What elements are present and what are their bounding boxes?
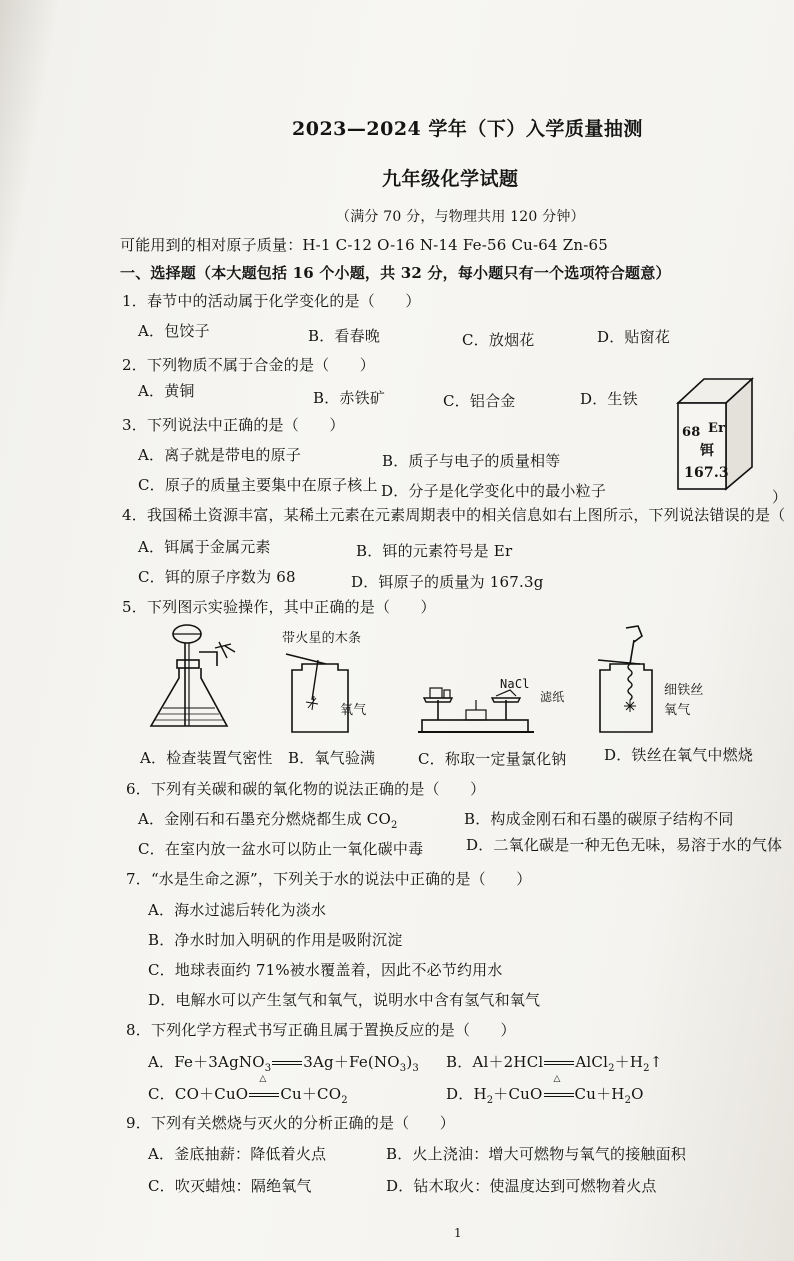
q4-stem-end: ） [772, 488, 788, 506]
q2-option-a: A．黄铜 [138, 382, 195, 400]
q8-stem: 8．下列化学方程式书写正确且属于置换反应的是（ ） [126, 1021, 516, 1039]
figure-d-wire-label: 细铁丝 [664, 683, 704, 698]
flask-apparatus-figure [145, 622, 245, 734]
q8-option-b: B．Al＋2HCl $AlCl_2+H_2↑$ [446, 1053, 663, 1074]
q7-option-d: D．电解水可以产生氢气和氧气，说明水中含有氢气和氧气 [148, 991, 541, 1009]
q9-stem: 9．下列有关燃烧与灭火的分析正确的是（ ） [126, 1114, 455, 1132]
page-number: 1 [454, 1226, 462, 1240]
q8-option-a: A．Fe＋3AgNO$_3$ $3Ag+Fe(NO_3)_3$ [148, 1053, 419, 1074]
q9-option-d: D．钻木取火：使温度达到可燃物着火点 [386, 1177, 657, 1195]
q7-option-a: A．海水过滤后转化为淡水 [148, 901, 327, 919]
q5-option-d: D．铁丝在氧气中燃烧 [604, 746, 754, 764]
figure-c-nacl-label: NaCl [500, 677, 530, 691]
figure-c-paper-label: 滤纸 [540, 690, 565, 704]
q5-option-b: B．氧气验满 [288, 749, 376, 767]
q2-option-b: B．赤铁矿 [313, 389, 386, 407]
q9-option-c: C．吹灭蜡烛：隔绝氧气 [148, 1177, 312, 1195]
exam-title: 2023—2024 学年（下）入学质量抽测 [292, 118, 643, 140]
q4-option-c: C．铒的原子序数为 68 [138, 568, 296, 586]
heat-symbol: △ [553, 1074, 561, 1084]
q6-option-a: A．金刚石和石墨充分燃烧都生成 $CO_2$ [138, 810, 398, 831]
q2-stem: 2．下列物质不属于合金的是（ ） [122, 356, 375, 374]
q3-option-b: B．质子与电子的质量相等 [382, 452, 561, 470]
q5-option-a: A．检查装置气密性 [140, 749, 273, 767]
q3-stem: 3．下列说法中正确的是（ ） [122, 416, 345, 434]
q6-option-d: D．二氧化碳是一种无色无味，易溶于水的气体 [466, 836, 783, 854]
heat-symbol: △ [259, 1074, 267, 1084]
q7-stem: 7．“水是生命之源”，下列关于水的说法中正确的是（ ） [126, 870, 532, 888]
q8-option-d: D．$H_2+CuO$ △ $Cu+H_2O$ [446, 1074, 644, 1106]
q5-option-c: C．称取一定量氯化钠 [418, 750, 567, 768]
q7-option-b: B．净水时加入明矾的作用是吸附沉淀 [148, 931, 403, 949]
oxygen-test-bottle-figure [282, 648, 362, 736]
q4-option-b: B．铒的元素符号是 Er [356, 542, 513, 560]
balance-figure [416, 676, 540, 736]
q1-stem: 1．春节中的活动属于化学变化的是（ ） [122, 292, 421, 310]
element-name: 铒 [700, 443, 715, 459]
q1-option-d: D．贴窗花 [597, 328, 671, 346]
q3-option-c: C．原子的质量主要集中在原子核上 [138, 476, 378, 494]
exam-note: （满分 70 分，与物理共用 120 分钟） [336, 209, 585, 225]
iron-wire-combustion-figure [596, 624, 666, 736]
q2-option-c: C．铝合金 [443, 392, 516, 410]
figure-d-oxygen-label: 氧气 [664, 703, 691, 718]
q6-option-c: C．在室内放一盆水可以防止一氧化碳中毒 [138, 840, 424, 858]
q5-stem: 5．下列图示实验操作，其中正确的是（ ） [122, 598, 436, 616]
q7-option-c: C．地球表面约 71%被水覆盖着，因此不必节约用水 [148, 961, 503, 979]
q3-option-d: D．分子是化学变化中的最小粒子 [381, 482, 607, 500]
q4-option-d: D．铒原子的质量为 167.3g [351, 573, 544, 591]
atomic-masses: 可能用到的相对原子质量：H-1 C-12 O-16 N-14 Fe-56 Cu-64 Zn-65 [120, 236, 608, 254]
figure-b-oxygen-label: 氧气 [340, 703, 367, 718]
element-symbol: Er [708, 421, 726, 436]
element-atomic-mass: 167.3 [684, 465, 729, 481]
q9-option-b: B．火上浇油：增大可燃物与氧气的接触面积 [386, 1145, 687, 1163]
q4-option-a: A．铒属于金属元素 [138, 538, 271, 556]
exam-subject: 九年级化学试题 [382, 168, 519, 190]
q8-option-c: C．CO＋CuO △ $Cu+CO_2$ [148, 1074, 348, 1106]
q4-stem: 4．我国稀土资源丰富，某稀土元素在元素周期表中的相关信息如右上图所示，下列说法错误的是（ [122, 506, 786, 524]
q9-option-a: A．釜底抽薪：降低着火点 [148, 1145, 327, 1163]
q1-option-c: C．放烟花 [462, 331, 535, 349]
q6-stem: 6．下列有关碳和碳的氧化物的说法正确的是（ ） [126, 780, 486, 798]
q1-option-a: A．包饺子 [138, 322, 210, 340]
q2-option-d: D．生铁 [580, 390, 638, 408]
q6-option-b: B．构成金刚石和石墨的碳原子结构不同 [464, 810, 734, 828]
element-atomic-number: 68 [682, 425, 701, 440]
q3-option-a: A．离子就是带电的原子 [138, 446, 302, 464]
figure-b-splint-label: 带火星的木条 [282, 631, 362, 646]
q1-option-b: B．看春晚 [308, 327, 381, 345]
section-heading: 一、选择题（本大题包括 16 个小题，共 32 分，每小题只有一个选项符合题意） [120, 264, 671, 282]
